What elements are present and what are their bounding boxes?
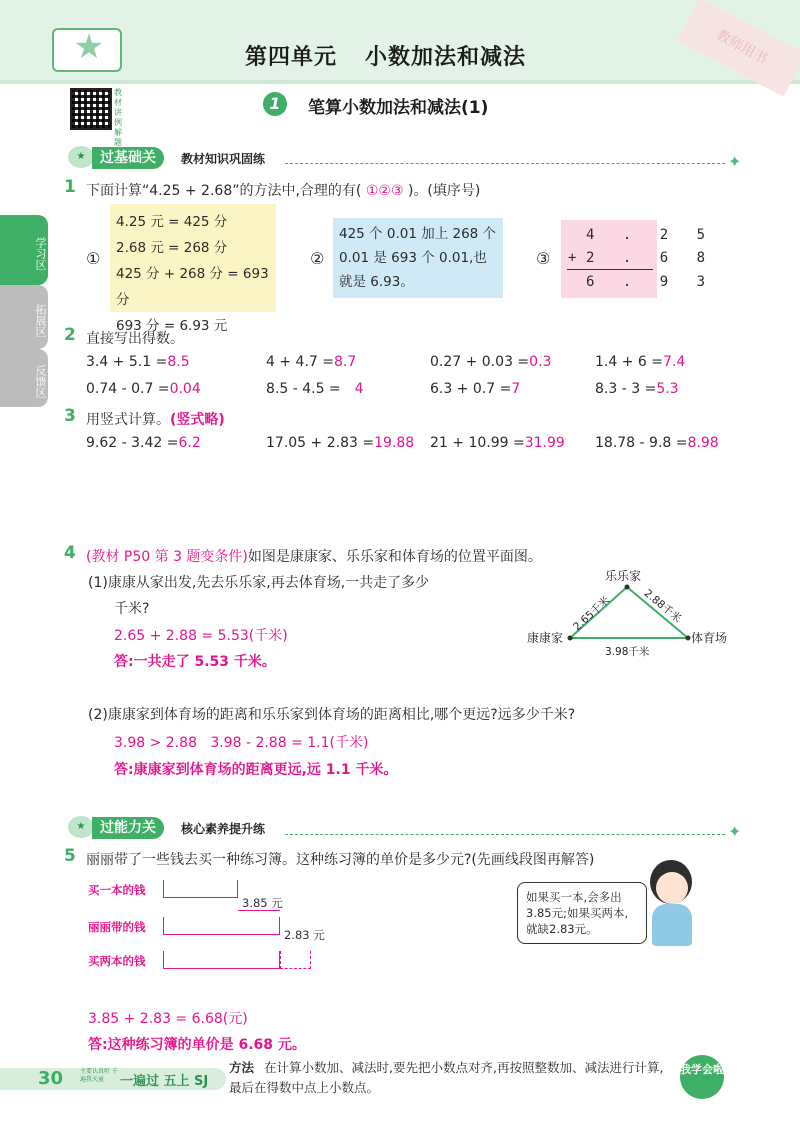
q2-ans: 8.7 xyxy=(333,354,357,370)
method-tip xyxy=(229,1058,669,1098)
q5-segment-short xyxy=(280,951,311,969)
q4-number: 4 xyxy=(64,543,76,563)
q3-ans: 6.2 xyxy=(178,435,201,451)
q2-expr: 8.5 - 4.5 = xyxy=(266,381,341,397)
q2-ans: 7 xyxy=(511,381,521,397)
map-dist-bottom: 3.98千米 xyxy=(605,646,650,658)
q1-vertical-plus: + xyxy=(568,250,577,266)
map-label-left: 康康家 xyxy=(527,631,564,645)
q1-answer: ①②③ xyxy=(365,183,404,199)
q1-text xyxy=(86,180,480,200)
map-label-top: 乐乐家 xyxy=(605,569,642,583)
q2-item xyxy=(266,354,356,370)
q5-value-short: 2.83 元 xyxy=(284,928,325,942)
q3-expr: 18.78 - 9.8 = xyxy=(595,435,688,451)
q2-ans: 5.3 xyxy=(656,381,679,397)
q1-option2-line: 就是 6.93。 xyxy=(339,274,414,290)
q5-label-one: 买一本的钱 xyxy=(88,883,146,897)
lesson-title: 笔算小数加法和减法(1) xyxy=(308,98,489,118)
q2-ans: 7.4 xyxy=(662,354,686,370)
section-ability-subtitle: 核心素养提升练 xyxy=(181,822,266,836)
q1-option1-mark: ① xyxy=(86,249,101,268)
q4-text-main: 如图是康康家、乐乐家和体育场的位置平面图。 xyxy=(247,549,542,565)
page-number: 30 xyxy=(38,1068,64,1089)
q3-text-main: 用竖式计算。 xyxy=(86,412,170,428)
q2-item xyxy=(86,381,201,397)
q2-ans: 4 xyxy=(354,381,364,397)
lesson-number: 1 xyxy=(263,92,287,116)
footer-slogan: 主要认真听 千遍我天童 xyxy=(80,1068,118,1083)
q1-vertical-row3: 6 . 9 3 xyxy=(586,274,716,290)
q4-p2-text: (2)康康家到体育场的距离和乐乐家到体育场的距离相比,哪个更远?远多少千米? xyxy=(88,707,576,723)
map-point-kangkang xyxy=(568,636,573,641)
unit-label: 第四单元 xyxy=(245,45,338,70)
q5-segment-two xyxy=(163,951,280,969)
map-point-lele xyxy=(625,585,630,590)
qr-code-icon[interactable] xyxy=(70,88,112,130)
q4-p2-calc: 3.98 > 2.88 3.98 - 2.88 = 1.1(千米) xyxy=(114,735,369,751)
q3-item xyxy=(430,435,565,451)
q2-expr: 6.3 + 0.7 = xyxy=(430,381,512,397)
side-tab-extend[interactable]: 拓展区 xyxy=(0,285,48,349)
q2-ans: 0.3 xyxy=(529,354,552,370)
star-mascot-icon: ★ xyxy=(73,27,105,67)
q3-item xyxy=(595,435,719,451)
q2-number: 2 xyxy=(64,325,76,345)
q1-option1-box xyxy=(110,204,276,334)
map-point-stadium xyxy=(686,636,691,641)
q3-number: 3 xyxy=(64,406,76,426)
q4-p1-calc: 2.65 + 2.88 = 5.53(千米) xyxy=(114,628,288,644)
q1-vertical-row1: 4 . 2 5 xyxy=(586,227,716,243)
q1-option2-box xyxy=(333,218,503,298)
map-dist-right: 2.88千米 xyxy=(641,587,684,626)
girl-face-icon xyxy=(656,872,688,904)
q2-item xyxy=(266,381,364,397)
q1-text-after: )。(填序号) xyxy=(407,183,481,199)
q2-text: 直接写出得数。 xyxy=(86,331,184,347)
q2-ans: 0.04 xyxy=(169,381,201,397)
q1-option2-mark: ② xyxy=(310,249,325,268)
unit-name: 小数加法和减法 xyxy=(365,45,527,70)
q3-ans: 8.98 xyxy=(687,435,719,451)
q5-calc: 3.85 + 2.83 = 6.68(元) xyxy=(88,1011,248,1027)
q4-text xyxy=(86,546,542,566)
q3-note: (竖式略) xyxy=(170,412,225,428)
q2-expr: 0.27 + 0.03 = xyxy=(430,354,530,370)
q4-p2-answer: 答:康康家到体育场的距离更远,远 1.1 千米。 xyxy=(114,762,398,778)
star-icon: ✦ xyxy=(728,822,742,841)
q3-expr: 21 + 10.99 = xyxy=(430,435,525,451)
section-basic-title: 过基础关 xyxy=(92,147,164,169)
q2-item xyxy=(86,354,190,370)
q2-item xyxy=(430,354,551,370)
q3-item xyxy=(266,435,414,451)
q4-source: (教材 P50 第 3 题变条件) xyxy=(86,549,248,565)
q1-option2-line: 425 个 0.01 加上 268 个 xyxy=(339,226,497,242)
q2-expr: 8.3 - 3 = xyxy=(595,381,657,397)
q1-vertical-rule xyxy=(567,269,653,270)
q1-text-before: 下面计算“4.25 + 2.68”的方法中,合理的有( xyxy=(86,183,362,199)
q3-item xyxy=(86,435,201,451)
q3-text xyxy=(86,409,225,429)
position-map xyxy=(525,565,755,665)
q2-expr: 1.4 + 6 = xyxy=(595,354,663,370)
q2-ans: 8.5 xyxy=(167,354,190,370)
q5-label-has: 丽丽带的钱 xyxy=(88,920,146,934)
q5-extra-bracket xyxy=(238,910,280,911)
footer-brand: 一遍过 五上 SJ xyxy=(120,1074,209,1089)
q1-option3-mark: ③ xyxy=(536,249,551,268)
q5-text: 丽丽带了一些钱去买一种练习簿。这种练习簿的单价是多少元?(先画线段图再解答) xyxy=(86,852,595,868)
q1-option1-line: 425 分 + 268 分 = 693 分 xyxy=(116,266,269,308)
speech-bubble: 如果买一本,会多出3.85元;如果买两本,就缺2.83元。 xyxy=(517,882,647,944)
star-icon: ✦ xyxy=(728,152,742,171)
q1-option1-line: 2.68 元 = 268 分 xyxy=(116,240,228,256)
map-label-right: 体育场 xyxy=(691,631,728,645)
girl-body-icon xyxy=(652,904,692,946)
q5-segment-one xyxy=(163,880,238,898)
q5-label-two: 买两本的钱 xyxy=(88,954,146,968)
mascot-icon: ★ xyxy=(68,816,94,838)
map-dist-left: 2.65千米 xyxy=(571,594,613,634)
q3-expr: 9.62 - 3.42 = xyxy=(86,435,179,451)
q1-vertical-row2: 2 . 6 8 xyxy=(586,250,716,266)
q3-ans: 19.88 xyxy=(374,435,415,451)
header-band-edge xyxy=(0,80,800,84)
section-ability-title: 过能力关 xyxy=(92,817,164,839)
corner-stamp: 教师用书 xyxy=(677,0,800,97)
q5-value-extra: 3.85 元 xyxy=(242,896,283,910)
q4-p1-line2: 千米? xyxy=(114,601,150,617)
mascot-icon: ★ xyxy=(68,146,94,168)
qr-label: 教材讲例解题 xyxy=(114,88,122,147)
q2-expr: 4 + 4.7 = xyxy=(266,354,334,370)
q4-p1-line1: (1)康康从家出发,先去乐乐家,再去体育场,一共走了多少 xyxy=(88,575,430,591)
q3-expr: 17.05 + 2.83 = xyxy=(266,435,375,451)
unit-title xyxy=(245,40,526,71)
learned-badge[interactable]: 我学会啦 xyxy=(680,1055,724,1099)
q3-ans: 31.99 xyxy=(524,435,565,451)
q4-p1-answer: 答:一共走了 5.53 千米。 xyxy=(114,654,276,670)
q1-option1-line: 693 分 = 6.93 元 xyxy=(116,318,228,334)
section-divider xyxy=(285,163,725,164)
method-label: 方法 xyxy=(229,1060,255,1075)
side-tab-study[interactable]: 学习区 xyxy=(0,215,48,285)
q2-item xyxy=(595,381,679,397)
method-text: 在计算小数加、减法时,要先把小数点对齐,再按照整数加、减法进行计算,最后在得数中点上小数点。 xyxy=(229,1060,664,1095)
q1-option2-line: 0.01 是 693 个 0.01,也 xyxy=(339,250,487,266)
q1-option1-line: 4.25 元 = 425 分 xyxy=(116,214,228,230)
q2-item xyxy=(430,381,520,397)
q2-item xyxy=(595,354,685,370)
q1-number: 1 xyxy=(64,177,76,197)
q5-answer: 答:这种练习簿的单价是 6.68 元。 xyxy=(88,1037,306,1053)
side-tab-feedback[interactable]: 反馈区 xyxy=(0,349,48,407)
q5-segment-has xyxy=(163,917,280,935)
q2-expr: 3.4 + 5.1 = xyxy=(86,354,168,370)
section-basic-subtitle: 教材知识巩固练 xyxy=(181,152,266,166)
section-divider xyxy=(285,834,725,835)
q2-expr: 0.74 - 0.7 = xyxy=(86,381,170,397)
q5-number: 5 xyxy=(64,846,76,866)
